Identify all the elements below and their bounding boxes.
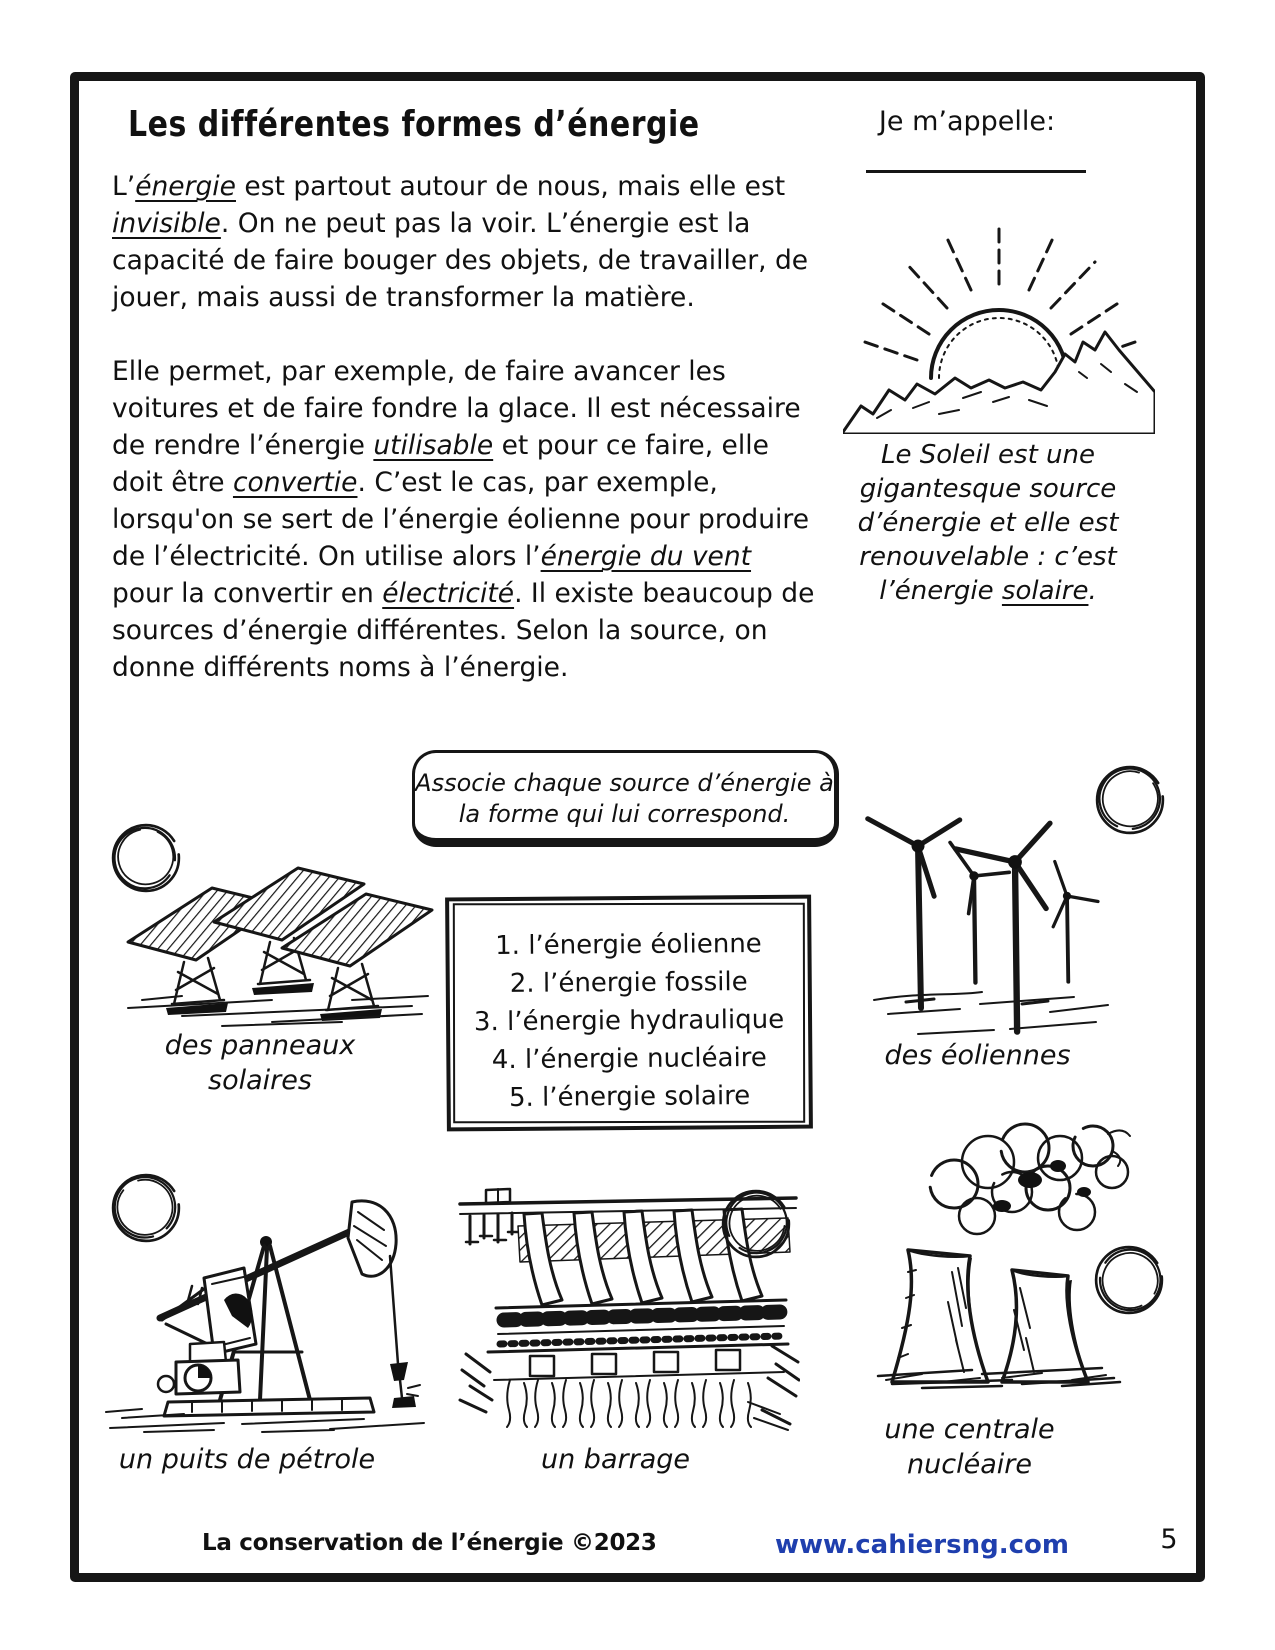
- sun-note: [852, 438, 1124, 608]
- underlined-term-solaire: solaire: [1001, 576, 1089, 606]
- mountains-icon: [843, 332, 1155, 434]
- instruction-callout: [412, 750, 839, 847]
- underlined-term-convertie: convertie: [232, 467, 358, 498]
- energy-list-item-1: 1. l’énergie éolienne: [495, 928, 762, 962]
- website-link[interactable]: www.cahiersng.com: [775, 1530, 1069, 1560]
- paragraph-text: et pour ce faire, elle doit être: [112, 430, 769, 498]
- figure-caption-wind-turbines: des éoliennes: [884, 1040, 1071, 1071]
- answer-circle-oil: [106, 1168, 186, 1248]
- turbine: [931, 842, 1012, 982]
- intro-paragraph-1: [112, 168, 818, 316]
- intro-paragraph-2: [112, 353, 818, 686]
- answer-circle-nuclear: [1089, 1240, 1169, 1320]
- energy-list: [449, 925, 808, 1118]
- footer-copyright: La conservation de l’énergie ©2023: [202, 1530, 657, 1556]
- name-blank-line: [866, 170, 1086, 173]
- underlined-term-invisible: invisible: [112, 208, 221, 239]
- paragraph-text: Elle permet, par exemple, de faire avancer les voitures et de faire fondre la glace. Il est nécessaire de rendre l’énergie: [112, 356, 801, 461]
- turbine: [868, 806, 970, 1008]
- note-text: .: [1088, 576, 1097, 606]
- energy-list-item-2: 2. l’énergie fossile: [509, 967, 748, 999]
- figure-caption-dam: un barrage: [541, 1444, 690, 1475]
- paragraph-text: L’: [112, 171, 136, 202]
- energy-list-item-5: 5. l’énergie solaire: [508, 1081, 751, 1113]
- answer-circle-solar: [106, 818, 186, 898]
- page-number: 5: [1160, 1524, 1178, 1555]
- wind-turbines-illustration: [862, 742, 1114, 1042]
- name-label: Je m’appelle:: [878, 106, 1056, 137]
- nuclear-cooling-towers-illustration: [862, 1088, 1134, 1390]
- steam-cloud: [930, 1124, 1130, 1234]
- energy-list-box: [445, 895, 813, 1132]
- underlined-term-energie: énergie: [135, 171, 236, 202]
- intro-text: [112, 168, 818, 723]
- energy-list-item-3: 3. l’énergie hydraulique: [473, 1004, 785, 1038]
- energy-list-item-4: 4. l’énergie nucléaire: [491, 1042, 767, 1076]
- answer-circle-wind: [1090, 760, 1170, 840]
- answer-circle-dam: [716, 1184, 796, 1264]
- figure-caption-nuclear-plant: une centrale nucléaire: [884, 1414, 1055, 1480]
- paragraph-text: pour la convertir en: [112, 578, 383, 609]
- page-title: Les différentes formes d’énergie: [128, 104, 700, 146]
- paragraph-text: est partout autour de nous, mais elle est: [235, 171, 786, 202]
- figure-caption-solar-panels: des panneaux solaires: [164, 1030, 356, 1096]
- paragraph-text: . C’est le cas, par exemple, lorsqu'on se sert de l’énergie éolienne pour produire de l’électricité. On utilise alors l’: [112, 467, 809, 572]
- instruction-text: Associe chaque source d’énergie à la forme qui lui correspond.: [415, 769, 834, 828]
- sun-mountains-illustration: [843, 192, 1155, 434]
- note-text: Le Soleil est une gigantesque source d’énergie et elle est renouvelable : c’est l’énergie: [857, 440, 1119, 606]
- paragraph-text: . On ne peut pas la voir. L’énergie est la capacité de faire bouger des objets, de travailler, de jouer, mais aussi de transformer la matière.: [112, 208, 809, 313]
- underlined-term-utilisable: utilisable: [373, 430, 494, 461]
- paragraph-text: . Il existe beaucoup de sources d’énergie différentes. Selon la source, on donne différents noms à l’énergie.: [112, 578, 815, 683]
- figure-caption-oil-well: un puits de pétrole: [118, 1444, 376, 1475]
- underlined-term-electricite: électricité: [382, 578, 515, 609]
- underlined-term-energie-du-vent: énergie du vent: [540, 541, 752, 572]
- turbine: [1024, 861, 1103, 981]
